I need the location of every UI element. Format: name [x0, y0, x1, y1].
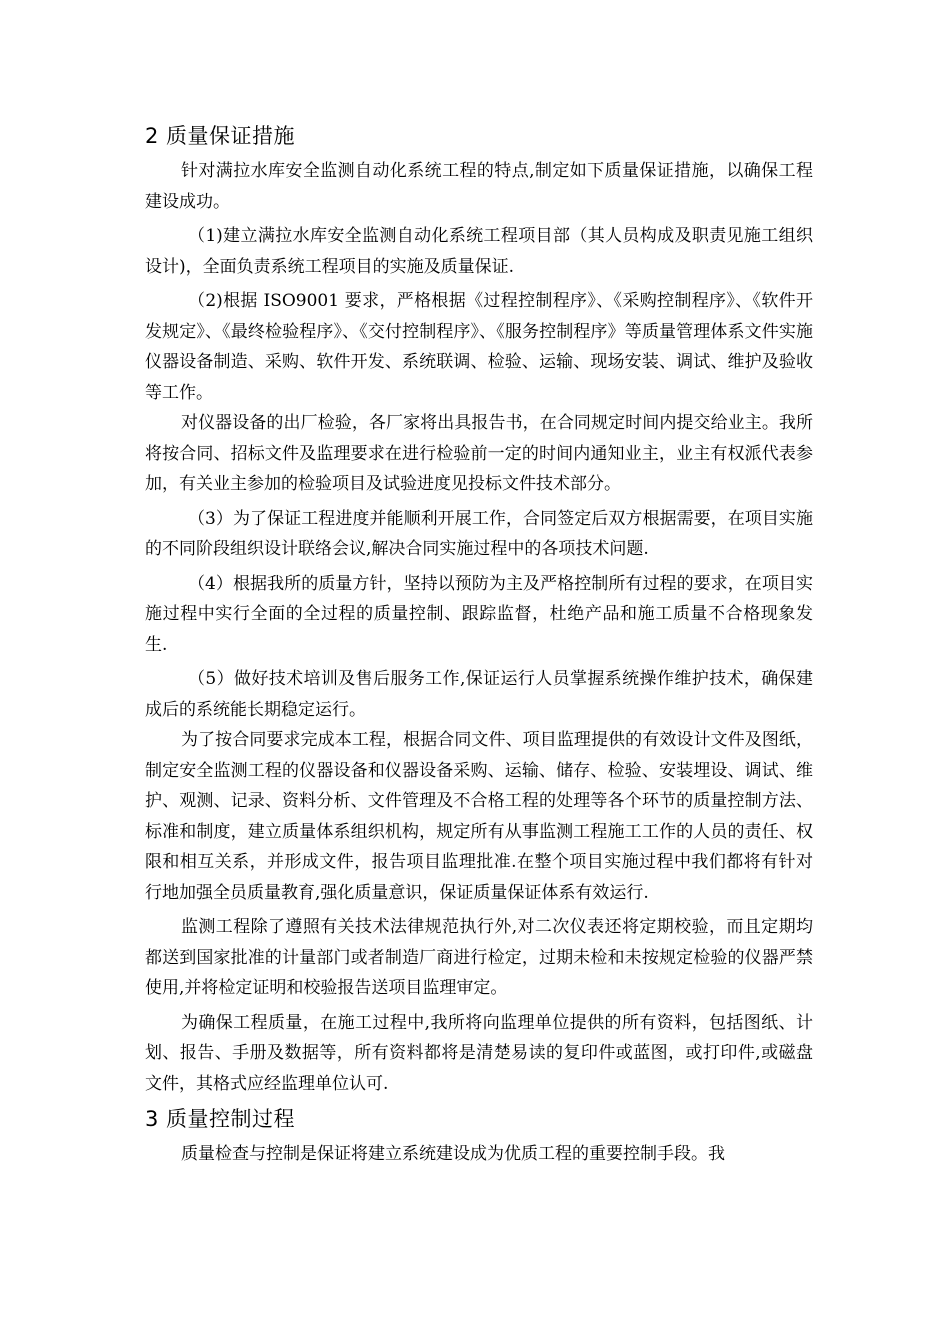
paragraph-quality-system: 为了按合同要求完成本工程，根据合同文件、项目监理提供的有效设计文件及图纸，制定安全监测工程的仪器设备和仪器设备采购、运输、储存、检验、安装埋设、调试、维护、观测、记录、资料分析、文件管理及不合格工程的处理等各个环节的质量控制方法、标准和制度，建立质量体系组织机构，规定所有从事监测工程施工工作的人员的责任、权限和相互关系，并形成文件，报告项目监理批准.在整个项目实施过程中我们都将有针对行地加强全员质量教育,强化质量意识，保证质量保证体系有效运行. [145, 730, 813, 903]
section-3-heading: 3 质量控制过程 [145, 1107, 296, 1131]
paragraph-intro: 针对满拉水库安全监测自动化系统工程的特点,制定如下质量保证措施，以确保工程建设成功。 [145, 161, 813, 212]
document-body [145, 118, 813, 1170]
paragraph-item-3: （3）为了保证工程进度并能顺利开展工作，合同签定后双方根据需要，在项目实施的不同阶段组织设计联络会议,解决合同实施过程中的各项技术问题. [145, 508, 813, 559]
paragraph-documents: 为确保工程质量，在施工过程中,我所将向监理单位提供的所有资料，包括图纸、计划、报告、手册及数据等，所有资料都将是清楚易读的复印件或蓝图，或打印件,或磁盘文件，其格式应经监理单位认可. [145, 1012, 813, 1094]
paragraph-item-2: （2)根据 ISO9001 要求，严格根据《过程控制程序》、《采购控制程序》、《软件开发规定》、《最终检验程序》、《交付控制程序》、《服务控制程序》等质量管理体系文件实施仪器设备制造、采购、软件开发、系统联调、检验、运输、现场安装、调试、维护及验收等工作。 [145, 291, 813, 403]
paragraph-item-5: （5）做好技术培训及售后服务工作,保证运行人员掌握系统操作维护技术，确保建成后的系统能长期稳定运行。 [145, 669, 813, 720]
section-2-heading: 2 质量保证措施 [145, 124, 296, 148]
paragraph-quality-control: 质量检查与控制是保证将建立系统建设成为优质工程的重要控制手段。我 [181, 1144, 725, 1164]
paragraph-item-1: （1)建立满拉水库安全监测自动化系统工程项目部（其人员构成及职责见施工组织设计)，全面负责系统工程项目的实施及质量保证. [145, 226, 813, 277]
paragraph-calibration: 监测工程除了遵照有关技术法律规范执行外,对二次仪表还将定期校验，而且定期均都送到国家批准的计量部门或者制造厂商进行检定，过期未检和未按规定检验的仪器严禁使用,并将检定证明和校验报告送项目监理审定。 [145, 917, 813, 998]
paragraph-factory-inspection: 对仪器设备的出厂检验，各厂家将出具报告书，在合同规定时间内提交给业主。我所将按合同、招标文件及监理要求在进行检验前一定的时间内通知业主，业主有权派代表参加，有关业主参加的检验项目及试验进度见投标文件技术部分。 [145, 413, 813, 494]
paragraph-item-4: （4）根据我所的质量方针，坚持以预防为主及严格控制所有过程的要求，在项目实施过程中实行全面的全过程的质量控制、跟踪监督，杜绝产品和施工质量不合格现象发生. [145, 573, 813, 655]
